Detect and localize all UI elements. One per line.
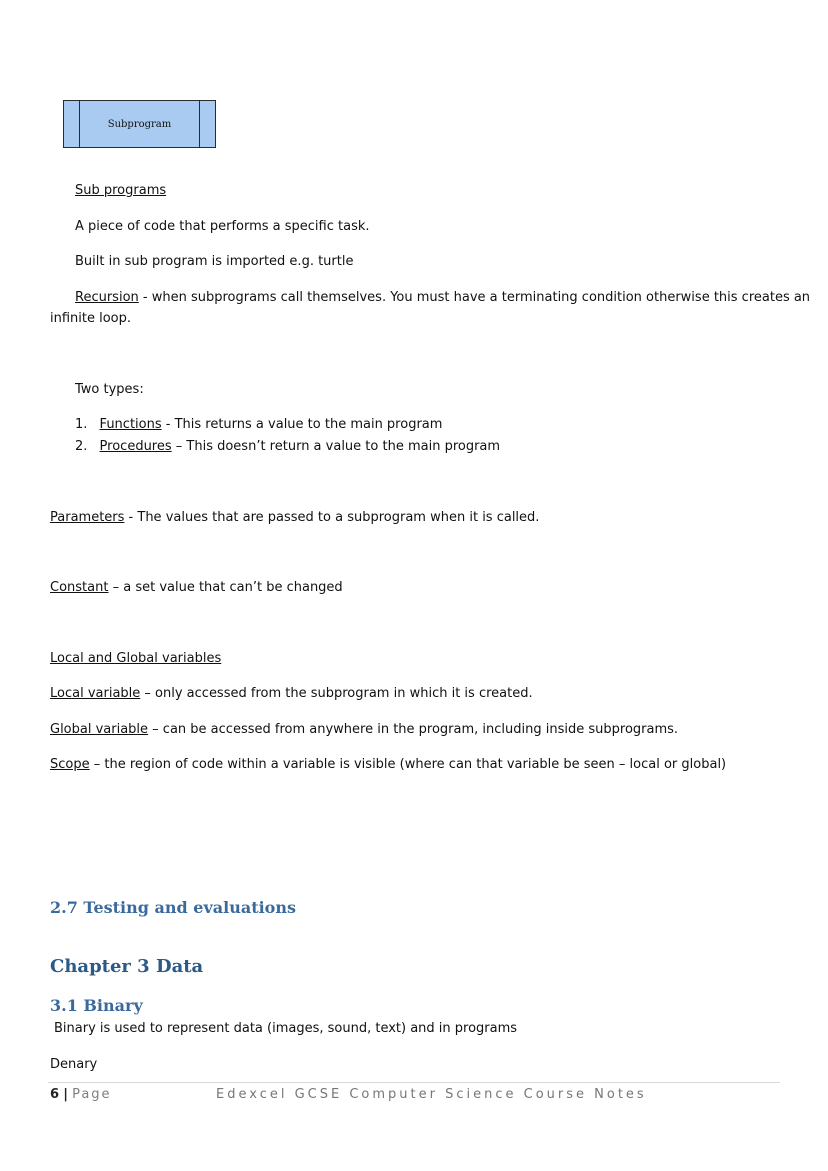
local-variable-line bbox=[50, 686, 533, 701]
subprogram-symbol bbox=[63, 100, 216, 148]
local-variable-term: Local variable bbox=[50, 686, 141, 701]
recursion-line bbox=[75, 290, 810, 305]
functions-term: Functions bbox=[99, 417, 162, 432]
recursion-continuation: infinite loop. bbox=[50, 311, 132, 326]
builtin-subprogram-text: Built in sub program is imported e.g. turtle bbox=[75, 254, 354, 269]
functions-desc: - This returns a value to the main program bbox=[161, 417, 443, 432]
parameters-line bbox=[50, 510, 539, 525]
subprograms-heading: Sub programs bbox=[75, 183, 167, 198]
footer-divider bbox=[48, 1082, 780, 1083]
constant-term: Constant bbox=[50, 580, 109, 595]
scope-desc: – the region of code within a variable is visible (where can that variable be seen – local or global) bbox=[89, 757, 727, 772]
constant-desc: – a set value that can’t be changed bbox=[108, 580, 343, 595]
binary-text: Binary is used to represent data (images, sound, text) and in programs bbox=[54, 1021, 518, 1036]
footer-course-title: Edexcel GCSE Computer Science Course Notes bbox=[216, 1087, 647, 1102]
global-variable-term: Global variable bbox=[50, 722, 149, 737]
variables-heading: Local and Global variables bbox=[50, 651, 222, 666]
subprograms-definition: A piece of code that performs a specific task. bbox=[75, 219, 370, 234]
parameters-term: Parameters bbox=[50, 510, 125, 525]
page-separator: | bbox=[63, 1087, 68, 1102]
subprogram-label: Subprogram bbox=[107, 119, 172, 130]
recursion-term: Recursion bbox=[75, 290, 139, 305]
two-types-label: Two types: bbox=[75, 382, 144, 397]
parameters-desc: - The values that are passed to a subprogram when it is called. bbox=[124, 510, 540, 525]
constant-line bbox=[50, 580, 343, 595]
type-item-procedures bbox=[75, 439, 500, 454]
denary-text: Denary bbox=[50, 1057, 98, 1072]
footer-page-indicator bbox=[50, 1087, 112, 1102]
page-number: 6 bbox=[50, 1087, 60, 1102]
global-variable-line bbox=[50, 722, 678, 737]
list-number: 1. bbox=[75, 417, 88, 432]
type-item-functions bbox=[75, 417, 442, 432]
page-label: Page bbox=[72, 1087, 112, 1102]
heading-chapter-3: Chapter 3 Data bbox=[50, 956, 204, 977]
procedures-desc: – This doesn’t return a value to the main program bbox=[171, 439, 501, 454]
global-variable-desc: – can be accessed from anywhere in the program, including inside subprograms. bbox=[148, 722, 679, 737]
local-variable-desc: – only accessed from the subprogram in which it is created. bbox=[140, 686, 533, 701]
scope-line bbox=[50, 757, 726, 772]
procedures-term: Procedures bbox=[99, 439, 172, 454]
heading-testing-evaluations: 2.7 Testing and evaluations bbox=[50, 898, 296, 917]
scope-term: Scope bbox=[50, 757, 90, 772]
list-number: 2. bbox=[75, 439, 88, 454]
recursion-desc: - when subprograms call themselves. You must have a terminating condition otherwise this creates an bbox=[138, 290, 811, 305]
heading-binary: 3.1 Binary bbox=[50, 996, 143, 1015]
